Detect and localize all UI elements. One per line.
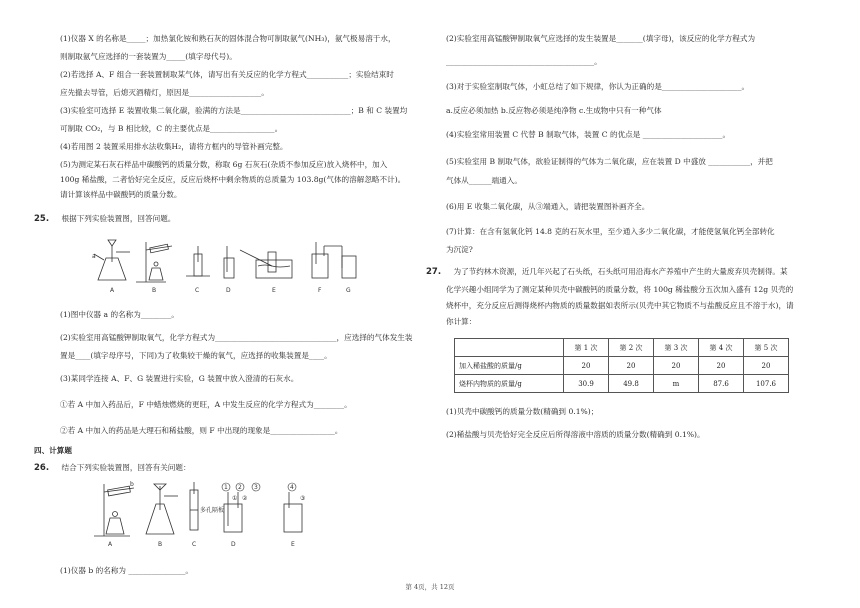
- fig-b-label: b: [130, 481, 134, 488]
- question-26: [34, 463, 191, 473]
- table-cell: 第 1 次: [564, 339, 609, 357]
- q26-line: (5)实验室用 B 制取气体，欲验证制得的气体为二氧化碳，应在装置 D 中盛放 ___________，并把: [446, 157, 773, 166]
- q24-line: (5)为测定某石灰石样品中碳酸钙的质量分数，称取 6g 石灰石(杂质不参加反应)放入烧杯中，加入: [60, 160, 388, 169]
- q25-line: ①若 A 中加入药品后，F 中蜡烛燃烧的更旺，A 中发生反应的化学方程式为________。: [60, 400, 352, 409]
- q26-line: (6)用 E 收集二氧化碳，从③端通入，请把装置图补画齐全。: [446, 202, 650, 211]
- q24-line: 100g 稀盐酸，二者恰好完全反应，反应后烧杯中剩余物质的总质量为 103.8g(气体的溶解忽略不计)。: [60, 175, 406, 184]
- question-number: 27.: [426, 267, 442, 277]
- fig-small-4: 4: [290, 484, 294, 491]
- question-25: [34, 214, 175, 224]
- fig-label-D: D: [226, 287, 231, 294]
- q24-line: (1)仪器 X 的名称是_____；加热氯化铵和熟石灰的固体混合物可制取氨气(NH₃)，氨气极易溶于水，: [60, 34, 396, 43]
- q26-line: (3)对于实验室制取气体，小虹总结了如下规律，你认为正确的是_____________________。: [446, 82, 750, 91]
- table-cell: 87.6: [699, 375, 744, 393]
- table-cell: 20: [609, 357, 654, 375]
- fig-note: 多孔隔板: [200, 507, 225, 514]
- page-footer: 第 4页，共 12页: [405, 583, 455, 591]
- q24-line: (2)若选择 A、F 组合一套装置制取某气体，请写出有关反应的化学方程式___________；实验结束时: [60, 70, 394, 79]
- q25-line: 置是____(填字母序号，下同)为了收集较干燥的氧气，应选择的收集装置是____。: [60, 351, 332, 360]
- fig-label-E: E: [291, 541, 295, 548]
- q24-line: (4)若用图 2 装置采用排水法收集H₂，请将方框内的导管补画完整。: [60, 142, 288, 151]
- table-cell: 30.9: [564, 375, 609, 393]
- fig-small-1: 1: [224, 484, 228, 491]
- q27-line: 你计算：: [446, 317, 477, 326]
- table-cell: 20: [564, 357, 609, 375]
- question-number: 26.: [34, 463, 50, 473]
- q26-line: (2)实验室用高锰酸钾制取氧气应选择的发生装置是_______(填字母)，该反应的化学方程式为: [446, 34, 756, 43]
- fig-label-C: C: [192, 541, 197, 548]
- question-number: 25.: [34, 214, 50, 224]
- q24-line: 应先撤去导管，后熄灭酒精灯，原因是___________________。: [60, 88, 269, 97]
- q24-line: 可制取 CO₂，与 B 相比较，C 的主要优点是_________________。: [60, 124, 283, 133]
- table-cell: m: [654, 375, 699, 393]
- table-row: [455, 357, 789, 375]
- fig-label-B: B: [152, 287, 157, 294]
- q24-line: 则制取氨气应选择的一套装置为_____(填字母代号)。: [60, 52, 237, 61]
- q26-line: _______________________________________。: [446, 57, 602, 66]
- fig-label-B: B: [158, 541, 163, 548]
- table-cell: 第 5 次: [744, 339, 789, 357]
- table-row: [455, 375, 789, 393]
- question-title: 根据下列实验装置图，回答问题。: [61, 214, 176, 223]
- fig-circle-1: ①: [232, 495, 238, 502]
- question-title: 结合下列实验装置图，回答有关问题：: [61, 463, 191, 472]
- apparatus-figure-q26: [90, 480, 340, 548]
- table-cell: 107.6: [744, 375, 789, 393]
- fig-small-3: 3: [254, 484, 258, 491]
- fig-circle-2: ②: [242, 495, 248, 502]
- fig-small-2: 2: [238, 484, 242, 491]
- q25-line: (1)图中仪器 a 的名称为________。: [60, 310, 179, 319]
- fig-label-G: G: [346, 287, 351, 294]
- q27-line: (2)稀盐酸与贝壳恰好完全反应后所得溶液中溶质的质量分数(精确到 0.1%)。: [446, 430, 705, 439]
- table-cell: 20: [744, 357, 789, 375]
- label-a: a: [92, 253, 96, 260]
- table-cell: 20: [654, 357, 699, 375]
- q26-line: 为沉淀?: [446, 245, 473, 254]
- q25-line: (2)实验室用高锰酸钾制取氧气，化学方程式为________________________________，应选择的气体发生装: [60, 333, 413, 342]
- section-heading: 四、计算题: [34, 446, 72, 455]
- q27-line: 烧杯中，充分反应后测得烧杯内物质的质量数据如表所示(贝壳中其它物质不与盐酸反应且不溶于水)，请: [446, 301, 794, 310]
- q24-line: 请计算该样品中碳酸钙的质量分数。: [60, 190, 182, 199]
- fig-label-A: A: [108, 541, 113, 548]
- q27-text: 为了节约林木资源，近几年兴起了石头纸，石头纸可用沿海水产养殖中产生的大量废弃贝壳制得。某: [453, 267, 788, 276]
- table-cell: 第 2 次: [609, 339, 654, 357]
- fig-label-F: F: [318, 287, 322, 294]
- fig-label-A: A: [110, 287, 115, 294]
- fig-circle-3: ③: [300, 495, 306, 502]
- q24-line: (3)实验室可选择 E 装置收集二氧化碳，验满的方法是_____________________________；B 和 C 装置均: [60, 106, 408, 115]
- q26-line: (1)仪器 b 的名称为 _______________。: [60, 566, 193, 575]
- table-header-row: [455, 339, 789, 357]
- q25-line: (3)某同学连接 A、F、G 装置进行实验，G 装置中放入澄清的石灰水。: [60, 374, 299, 383]
- data-table: [454, 338, 789, 393]
- q27-line: (1)贝壳中碳酸钙的质量分数(精确到 0.1%)；: [446, 407, 599, 416]
- table-cell: 第 4 次: [699, 339, 744, 357]
- table-cell: 20: [699, 357, 744, 375]
- table-cell: 49.8: [609, 375, 654, 393]
- q26-line: (4)实验室常用装置 C 代替 B 制取气体，装置 C 的优点是 _____________________。: [446, 130, 731, 139]
- q26-line: 气体从______端通入。: [446, 176, 522, 185]
- q26-line: (7)计算：在含有氢氧化钙 14.8 克的石灰水里，至少通入多少二氧化碳，才能使氢氧化钙全部转化: [446, 227, 775, 236]
- table-cell: 烧杯内物质的质量/g: [455, 375, 564, 393]
- q25-line: ②若 A 中加入的药品是大理石和稀盐酸，则 F 中出现的现象是_________________。: [60, 426, 343, 435]
- fig-label-D: D: [231, 541, 236, 548]
- fig-label-E: E: [272, 287, 276, 294]
- q27-line: [426, 267, 788, 277]
- q26-line: a.反应必须加热 b.反应物必须是纯净物 c.生成物中只有一种气体: [446, 106, 662, 115]
- fig-label-C: C: [195, 287, 200, 294]
- table-cell: [455, 339, 564, 357]
- q27-line: 化学兴趣小组同学为了测定某种贝壳中碳酸钙的质量分数，将 100g 稀盐酸分五次加入盛有 12g 贝壳的: [446, 285, 794, 294]
- table-cell: 加入稀盐酸的质量/g: [455, 357, 564, 375]
- apparatus-figure-q25: [90, 232, 400, 294]
- table-cell: 第 3 次: [654, 339, 699, 357]
